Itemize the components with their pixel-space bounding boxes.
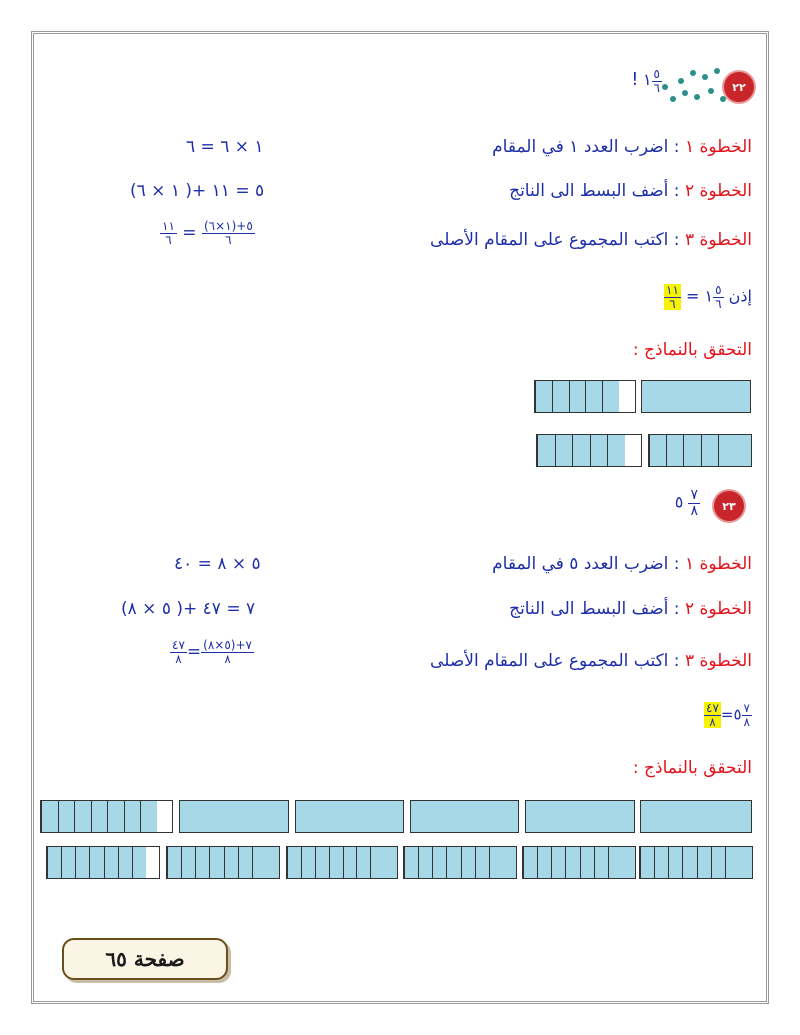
problem-22-fraction: $\frac{٥}{٦}$ xyxy=(653,67,660,95)
problem-22-badge: ٢٢ xyxy=(724,72,754,102)
p23-model-eighths-f xyxy=(46,846,160,879)
p23-model-whole-3 xyxy=(410,800,519,833)
p22-step-1-equation: ١ × ٦ = ٦ xyxy=(186,137,264,157)
p22-model-sixths-a xyxy=(648,434,752,467)
p22-model-sixths xyxy=(534,380,636,413)
p23-step-1: الخطوة ١ : اضرب العدد ٥ في المقام xyxy=(492,554,752,574)
p23-step-2-equation: (٥ × ٨ )+ ٧ = ٤٧ xyxy=(121,599,256,619)
problem-23-badge: ٢٣ xyxy=(714,491,744,521)
p23-result: $\frac{٤٧}{٨}$ =٥ $\frac{٧}{٨}$ xyxy=(706,701,750,729)
problem-22-whole: ١ xyxy=(642,70,652,90)
p22-result-fraction: $\frac{١١}{٦}$ xyxy=(666,283,679,311)
p23-model-whole-5 xyxy=(179,800,289,833)
p23-step-2: الخطوة ٢ : أضف البسط الى الناتج xyxy=(509,599,752,619)
problem-22-statement xyxy=(631,68,662,94)
p23-model-eighths xyxy=(40,800,173,833)
p22-step-2-equation: (١ × ٦ )+ ٥ = ١١ xyxy=(130,181,265,201)
p23-check-label: التحقق بالنماذج : xyxy=(632,758,752,778)
page-number: صفحة ٦٥ xyxy=(105,947,185,971)
p22-check-label: التحقق بالنماذج : xyxy=(632,340,752,360)
p22-step-3-equation: $\frac{١١}{٦}$ = $\frac{(١\times ٦)+٥}{٦}$ xyxy=(162,219,253,247)
p23-model-eighths-d xyxy=(286,846,398,879)
p23-model-whole-1 xyxy=(640,800,752,833)
p23-model-whole-2 xyxy=(525,800,635,833)
p22-result: إذن $\frac{١١}{٦}$ = ١ $\frac{٥}{٦}$ xyxy=(666,283,752,311)
p23-result-fraction: $\frac{٤٧}{٨}$ xyxy=(706,701,719,729)
p23-step-3: الخطوة ٣ : اكتب المجموع على المقام الأصلى xyxy=(430,651,752,671)
p22-step-3: الخطوة ٣ : اكتب المجموع على المقام الأصلى xyxy=(430,230,752,250)
p23-model-eighths-e xyxy=(166,846,280,879)
p22-step-1: الخطوة ١ : اضرب العدد ١ في المقام xyxy=(492,137,752,157)
p22-step-2: الخطوة ٢ : أضف البسط الى الناتج xyxy=(509,181,752,201)
p22-model-whole xyxy=(641,380,751,413)
p23-model-eighths-c xyxy=(403,846,517,879)
page-number-box xyxy=(62,938,228,980)
p23-model-whole-4 xyxy=(295,800,404,833)
p23-model-eighths-a xyxy=(639,846,753,879)
p22-step-3-lhs: $\frac{(١\times ٦)+٥}{٦}$ xyxy=(203,219,253,247)
p22-step-3-rhs: $\frac{١١}{٦}$ xyxy=(162,219,175,247)
p23-model-eighths-b xyxy=(522,846,636,879)
p23-step-3-equation: $\frac{٤٧}{٨}$ = $\frac{(٥\times ٨)+٧}{٨}$ xyxy=(172,638,252,666)
p23-step-1-equation: ٥ × ٨ = ٤٠ xyxy=(174,554,261,574)
problem-23-statement: ٥ $\frac{٧}{٨}$ xyxy=(674,487,698,519)
p22-model-sixths-b xyxy=(536,434,642,467)
problem-22-mark: ! xyxy=(631,69,639,91)
